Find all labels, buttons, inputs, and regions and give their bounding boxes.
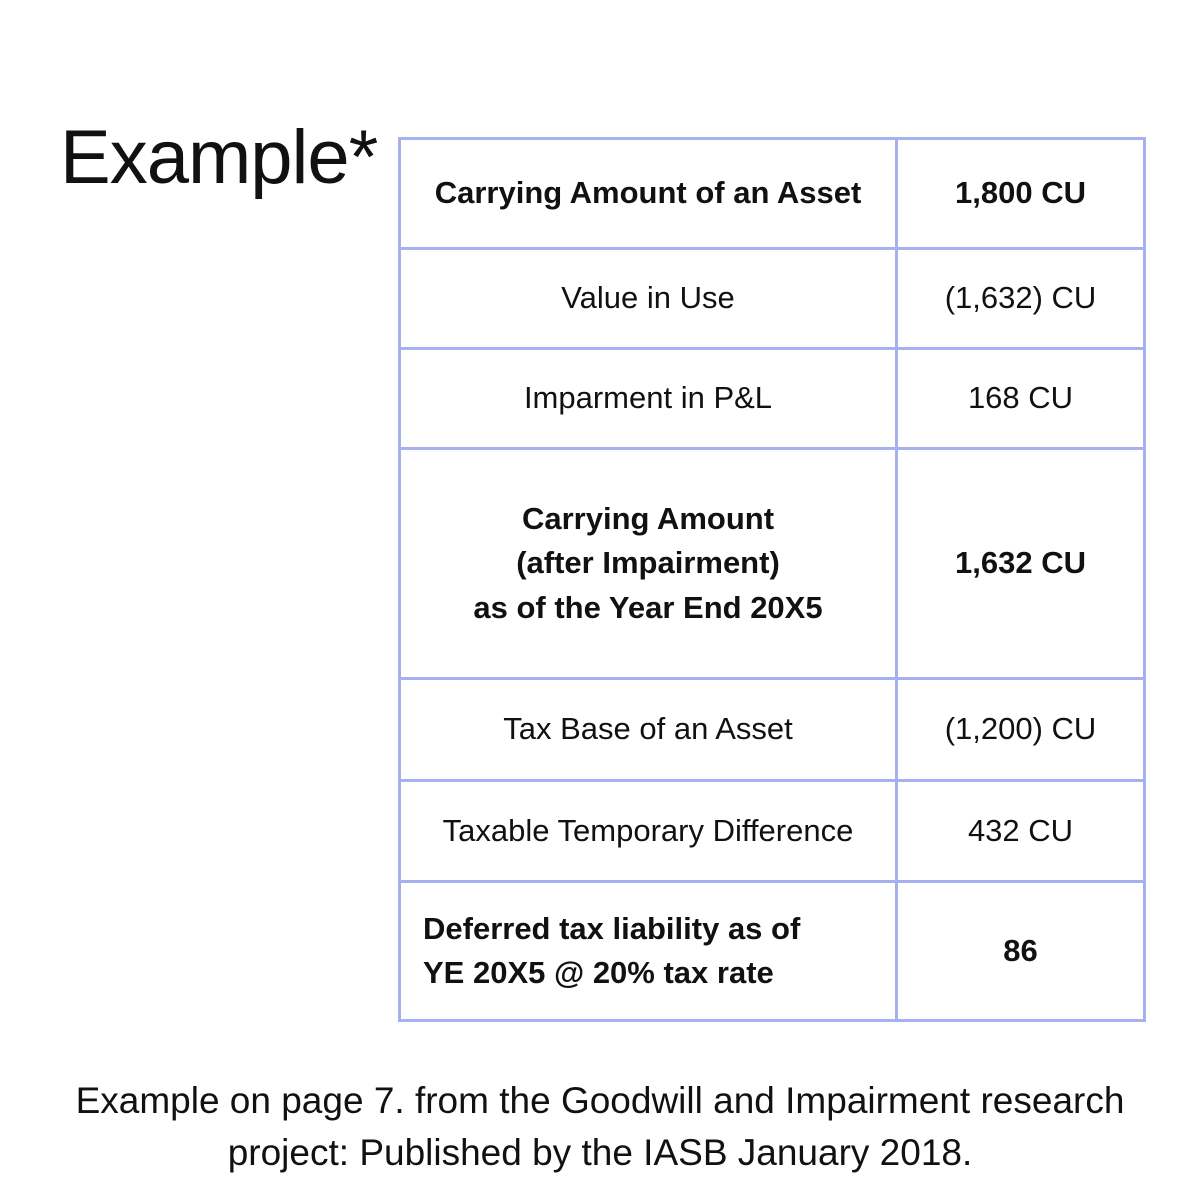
row-value-impairment: 168 CU bbox=[897, 349, 1145, 449]
row-value-carrying-after-impairment: 1,632 CU bbox=[897, 449, 1145, 679]
table-row bbox=[400, 679, 1145, 781]
row-label-carrying-amount: Carrying Amount of an Asset bbox=[400, 139, 897, 249]
row-value-deferred-tax: 86 bbox=[897, 882, 1145, 1021]
row-value-value-in-use: (1,632) CU bbox=[897, 249, 1145, 349]
row-value-tax-base: (1,200) CU bbox=[897, 679, 1145, 781]
source-footnote: Example on page 7. from the Goodwill and Impairment research project: Published by the IASB January 2018. bbox=[75, 1080, 1125, 1173]
table-row bbox=[400, 449, 1145, 679]
table-row bbox=[400, 349, 1145, 449]
table-row bbox=[400, 139, 1145, 249]
table-row bbox=[400, 249, 1145, 349]
row-label-carrying-after-impairment: Carrying Amount (after Impairment) as of the Year End 20X5 bbox=[400, 449, 897, 679]
impairment-table bbox=[398, 137, 1139, 1019]
table-row bbox=[400, 882, 1145, 1021]
row-value-taxable-difference: 432 CU bbox=[897, 781, 1145, 882]
row-value-carrying-amount: 1,800 CU bbox=[897, 139, 1145, 249]
data-table bbox=[398, 137, 1146, 1022]
table-row bbox=[400, 781, 1145, 882]
row-label-impairment: Imparment in P&L bbox=[400, 349, 897, 449]
row-label-tax-base: Tax Base of an Asset bbox=[400, 679, 897, 781]
row-label-value-in-use: Value in Use bbox=[400, 249, 897, 349]
page-title: Example* bbox=[60, 115, 378, 200]
row-label-deferred-tax: Deferred tax liability as of YE 20X5 @ 20% tax rate bbox=[400, 882, 897, 1021]
row-label-taxable-difference: Taxable Temporary Difference bbox=[400, 781, 897, 882]
